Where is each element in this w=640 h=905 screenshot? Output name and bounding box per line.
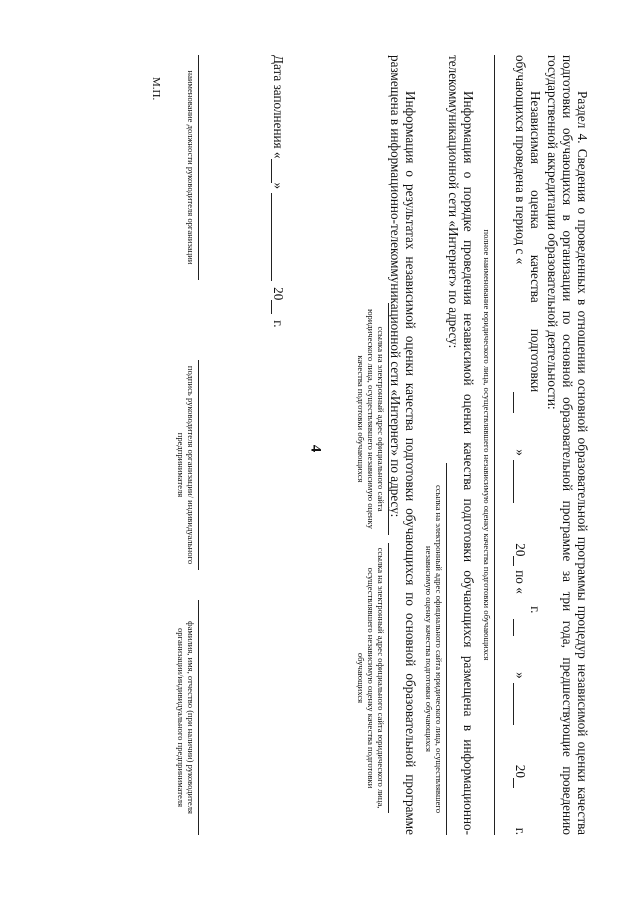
period-g-text: г. [513, 827, 528, 835]
caption-procedure-link: ссылка на электронный адрес официального сайта юридического лица, осуществлявшего независимую оценку качества подготовки обучающихся [424, 484, 444, 814]
results-link-field-right[interactable] [388, 543, 403, 813]
procedure-link-field[interactable] [446, 463, 461, 835]
period-start-day-field[interactable] [513, 392, 526, 413]
caption-name: фамилия, имя, отчество (при наличии) руководителя организации/индивидуального предпринимателя [176, 621, 196, 814]
seal-label: М.П. [150, 77, 162, 101]
results-link-right [356, 543, 388, 813]
period-end-day-field[interactable] [513, 619, 526, 636]
period-end-year-prefix: 20 [513, 764, 528, 778]
period-end-quote-close: » [513, 672, 528, 679]
assessment-period-text: Независимая оценка качества подготовки обучающихся проведена в период с « [513, 55, 543, 393]
caption-results-link-left: ссылка на электронный адрес официального сайта юридического лица, осуществлявшего независимую оценку качества подготовки обучающихся [356, 309, 386, 529]
name-signature-block [176, 600, 199, 835]
name-field[interactable] [198, 600, 199, 835]
section-intro: Раздел 4. Сведения о проведенных в отношении основной образовательной программы процедур независимой оценки качества подготовки обучающихся в организации по основной образовательной программе за три года, предшествующие проведению государственной аккредитации образовательной деятельности: [545, 55, 590, 835]
position-field[interactable] [198, 55, 199, 280]
period-end-year-field[interactable] [513, 778, 526, 788]
caption-results-link-right: ссылка на электронный адрес официального сайта юридического лица, осуществлявшего независимую оценку качества подготовки обучающихся [356, 547, 386, 809]
signature-row [176, 55, 199, 835]
fill-date-day-field[interactable] [271, 159, 284, 183]
caption-position: наименование должности руководителя организации [186, 70, 196, 265]
fill-date-label: Дата заполнения « [271, 55, 286, 159]
caption-signature: подпись руководителя организации/ индивидуального предпринимателя [176, 365, 196, 565]
period-start-year-field[interactable] [513, 556, 526, 566]
fill-date-line [271, 55, 286, 835]
results-link-field-left[interactable] [388, 303, 403, 535]
signature-field[interactable] [198, 360, 199, 570]
period-quote-close: » [513, 449, 528, 456]
signature-block [176, 360, 199, 570]
period-start-month-field[interactable] [513, 460, 526, 503]
period-end-month-field[interactable] [513, 683, 526, 725]
period-to-text: г. по « [513, 570, 543, 614]
fill-date-month-field[interactable] [271, 193, 284, 281]
period-start-year-prefix: 20 [513, 543, 528, 557]
position-signature-block [186, 55, 199, 280]
caption-legal-entity-name: полное наименование юридического лица, осуществлявшего независимую оценку качества подготовки обучающихся [482, 229, 492, 661]
procedure-info-text: Информация о порядке проведения независимой оценки качества подготовки обучающихся размещена в информационно-телекоммуникационной сети «Интернет» по адресу: [446, 55, 476, 835]
fill-date-quote-close: » [271, 182, 286, 190]
results-link-block [356, 55, 388, 835]
results-link-left [356, 303, 388, 535]
results-info-text: Информация о результатах независимой оценки качества подготовки обучающихся по основной образовательной программе размещена в информационно-телекоммуникационной сети «Интернет» по адресу: [388, 55, 418, 835]
fill-date-year-field[interactable] [271, 300, 284, 314]
page-number: 4 [307, 444, 324, 453]
procedure-link-block [424, 463, 461, 835]
rotated-form [70, 55, 590, 835]
legal-entity-name-field[interactable] [494, 55, 509, 835]
fill-date-year-prefix: 20 [271, 287, 286, 301]
fill-date-g: г. [271, 320, 286, 328]
assessment-period-line [513, 55, 543, 835]
